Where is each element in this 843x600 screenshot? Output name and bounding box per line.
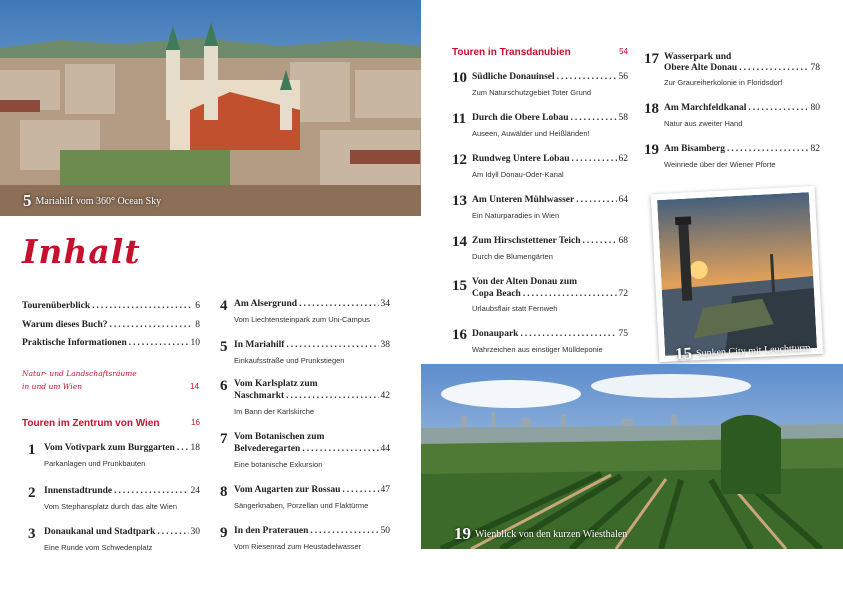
caption-wienblick xyxy=(454,524,627,544)
tour-3[interactable] xyxy=(28,526,200,550)
tour-subtitle: Vom Liechtensteinpark zum Uni-Campus xyxy=(234,315,370,324)
toc-page: 8 xyxy=(195,320,200,330)
tour-12[interactable] xyxy=(452,152,628,180)
tour-10[interactable] xyxy=(452,70,628,98)
tour-title-line1: Von der Alten Donau zum xyxy=(472,277,578,287)
tour-subtitle: Sängerknaben, Porzellan und Flaktürme xyxy=(234,501,369,510)
tour-number: 9 xyxy=(220,525,228,541)
tour-subtitle: Eine Runde vom Schwedenplatz xyxy=(44,543,153,552)
tour-title: In Mariahilf ..... 38 xyxy=(234,340,390,351)
tour-18[interactable] xyxy=(644,101,820,129)
tour-17[interactable] xyxy=(644,51,820,91)
photo-sunken-city xyxy=(651,186,824,362)
tour-number: 11 xyxy=(452,111,467,127)
section-page: 54 xyxy=(619,47,628,56)
page-title: Inhalt xyxy=(22,232,141,271)
tour-title: Innenstadtrunde ..... 24 xyxy=(44,486,200,497)
tour-number: 16 xyxy=(452,327,467,343)
tour-15[interactable] xyxy=(452,276,628,316)
tour-number: 12 xyxy=(452,152,467,168)
tour-13[interactable] xyxy=(452,193,628,221)
tour-19[interactable] xyxy=(644,142,820,170)
tour-title: Am Bisamberg ..... 82 xyxy=(664,144,820,155)
tour-subtitle: Im Bann der Karlskirche xyxy=(234,407,315,416)
tour-title: Vom Augarten zur Rossau ..... 47 xyxy=(234,485,390,496)
caption-number: 19 xyxy=(454,524,471,543)
tour-number: 5 xyxy=(220,339,228,355)
caption-text: Mariahilf vom 360° Ocean Sky xyxy=(35,196,162,207)
tour-number: 7 xyxy=(220,431,228,447)
section-page: 16 xyxy=(191,418,200,427)
tour-title: Zum Hirschstettener Teich ..... 68 xyxy=(472,236,628,247)
tour-6[interactable] xyxy=(220,378,390,416)
tour-title: Rundweg Untere Lobau ..... 62 xyxy=(472,154,628,165)
toc-label: Tourenüberblick xyxy=(22,301,91,311)
tour-subtitle: Zur Graureiherkolonie in Floridsdorf xyxy=(664,78,783,87)
tour-2[interactable] xyxy=(28,485,200,509)
toc-page: 10 xyxy=(190,338,200,348)
tour-5[interactable] xyxy=(220,339,390,365)
tour-subtitle: Natur aus zweiter Hand xyxy=(664,119,743,128)
tour-subtitle: Auseen, Auwälder und Heißländen! xyxy=(472,129,590,138)
tour-title-line1: Vom Karlsplatz zum xyxy=(234,379,318,389)
tour-title: Am Unteren Mühlwasser ..... 64 xyxy=(472,195,628,206)
photo-mariahilf xyxy=(0,0,421,216)
tour-number: 8 xyxy=(220,484,228,500)
tour-14[interactable] xyxy=(452,234,628,262)
toc-entry-praktische[interactable] xyxy=(22,338,200,348)
caption-number: 15 xyxy=(674,343,693,364)
section-label: Touren im Zentrum von Wien xyxy=(22,418,160,429)
tour-title: Vom Votivpark zum Burggarten ..... 18 xyxy=(44,443,200,454)
toc-label: Warum dieses Buch? xyxy=(22,320,108,330)
section-transdanubien[interactable] xyxy=(452,47,628,58)
tour-number: 10 xyxy=(452,70,467,86)
tour-number: 17 xyxy=(644,51,659,67)
tour-title-line1: Wasserpark und xyxy=(664,52,732,62)
tour-1[interactable] xyxy=(28,442,200,466)
tour-title: Südliche Donauinsel ..... 56 xyxy=(472,72,628,83)
tour-subtitle: Durch die Blumengärten xyxy=(472,252,553,261)
tour-subtitle: Wahrzeichen aus einstiger Mülldeponie xyxy=(472,345,603,354)
tour-subtitle: Eine botanische Exkursion xyxy=(234,460,323,469)
tour-number: 2 xyxy=(28,485,36,501)
tour-subtitle: Ein Naturparadies in Wien xyxy=(472,211,560,220)
tour-title: Durch die Obere Lobau ..... 58 xyxy=(472,113,628,124)
toc-natur-page: 14 xyxy=(190,382,199,391)
tour-subtitle: Zum Naturschutzgebiet Toter Grund xyxy=(472,88,592,97)
toc-entry-tourenueberblick[interactable] xyxy=(22,301,200,311)
tour-16[interactable] xyxy=(452,327,628,355)
tour-9[interactable] xyxy=(220,525,390,551)
caption-text: Wienblick von den kurzen Wiesthalen xyxy=(475,529,628,540)
tour-number: 3 xyxy=(28,526,36,542)
tour-11[interactable] xyxy=(452,111,628,139)
section-label: Touren in Transdanubien xyxy=(452,47,571,58)
tour-8[interactable] xyxy=(220,484,390,510)
section-zentrum[interactable] xyxy=(22,418,200,429)
tour-title: Copa Beach ..... 72 xyxy=(472,289,628,300)
tour-title: Am Marchfeldkanal ..... 80 xyxy=(664,103,820,114)
tour-title: Obere Alte Donau ..... 78 xyxy=(664,63,820,74)
toc-page: 6 xyxy=(195,301,200,311)
tour-number: 6 xyxy=(220,378,228,394)
tour-title: Naschmarkt ..... 42 xyxy=(234,391,390,402)
toc-natur-line1: Natur- und Landschaftsräume xyxy=(22,369,137,378)
caption-mariahilf xyxy=(23,191,161,211)
photo-wienblick xyxy=(421,364,843,549)
tour-subtitle: Weinriede über der Wiener Pforte xyxy=(664,160,776,169)
tour-number: 1 xyxy=(28,442,36,458)
tour-4[interactable] xyxy=(220,298,390,324)
toc-entry-warum[interactable] xyxy=(22,320,200,330)
caption-number: 5 xyxy=(23,191,32,210)
tour-title-line1: Vom Botanischen zum xyxy=(234,432,325,442)
tour-subtitle: Urlaubsflair statt Fernweh xyxy=(472,304,558,313)
tour-number: 15 xyxy=(452,278,467,294)
tour-number: 4 xyxy=(220,298,228,314)
tour-title: Donaupark ..... 75 xyxy=(472,329,628,340)
tour-number: 13 xyxy=(452,193,467,209)
tour-subtitle: Parkanlagen und Prunkbauten xyxy=(44,459,146,468)
tour-subtitle: Vom Riesenrad zum Heustadelwasser xyxy=(234,542,362,551)
toc-label: Praktische Informationen xyxy=(22,338,127,348)
tour-title: Donaukanal und Stadtpark ..... 30 xyxy=(44,527,200,538)
tour-subtitle: Einkaufsstraße und Prunkstiegen xyxy=(234,356,345,365)
tour-number: 14 xyxy=(452,234,467,250)
tour-title: Am Alsergrund ..... 34 xyxy=(234,299,390,310)
tour-subtitle: Vom Stephansplatz durch das alte Wien xyxy=(44,502,177,511)
tour-subtitle: Am Idyll Donau-Oder-Kanal xyxy=(472,170,564,179)
tour-number: 18 xyxy=(644,101,659,117)
tour-7[interactable] xyxy=(220,431,390,469)
toc-natur-line2: in und um Wien xyxy=(22,382,83,391)
tour-title: Belvederegarten ..... 44 xyxy=(234,444,390,455)
tour-title: In den Praterauen ..... 50 xyxy=(234,526,390,537)
caption-text: Sunken City mit Leuchtturm xyxy=(695,342,811,360)
tour-number: 19 xyxy=(644,142,659,158)
